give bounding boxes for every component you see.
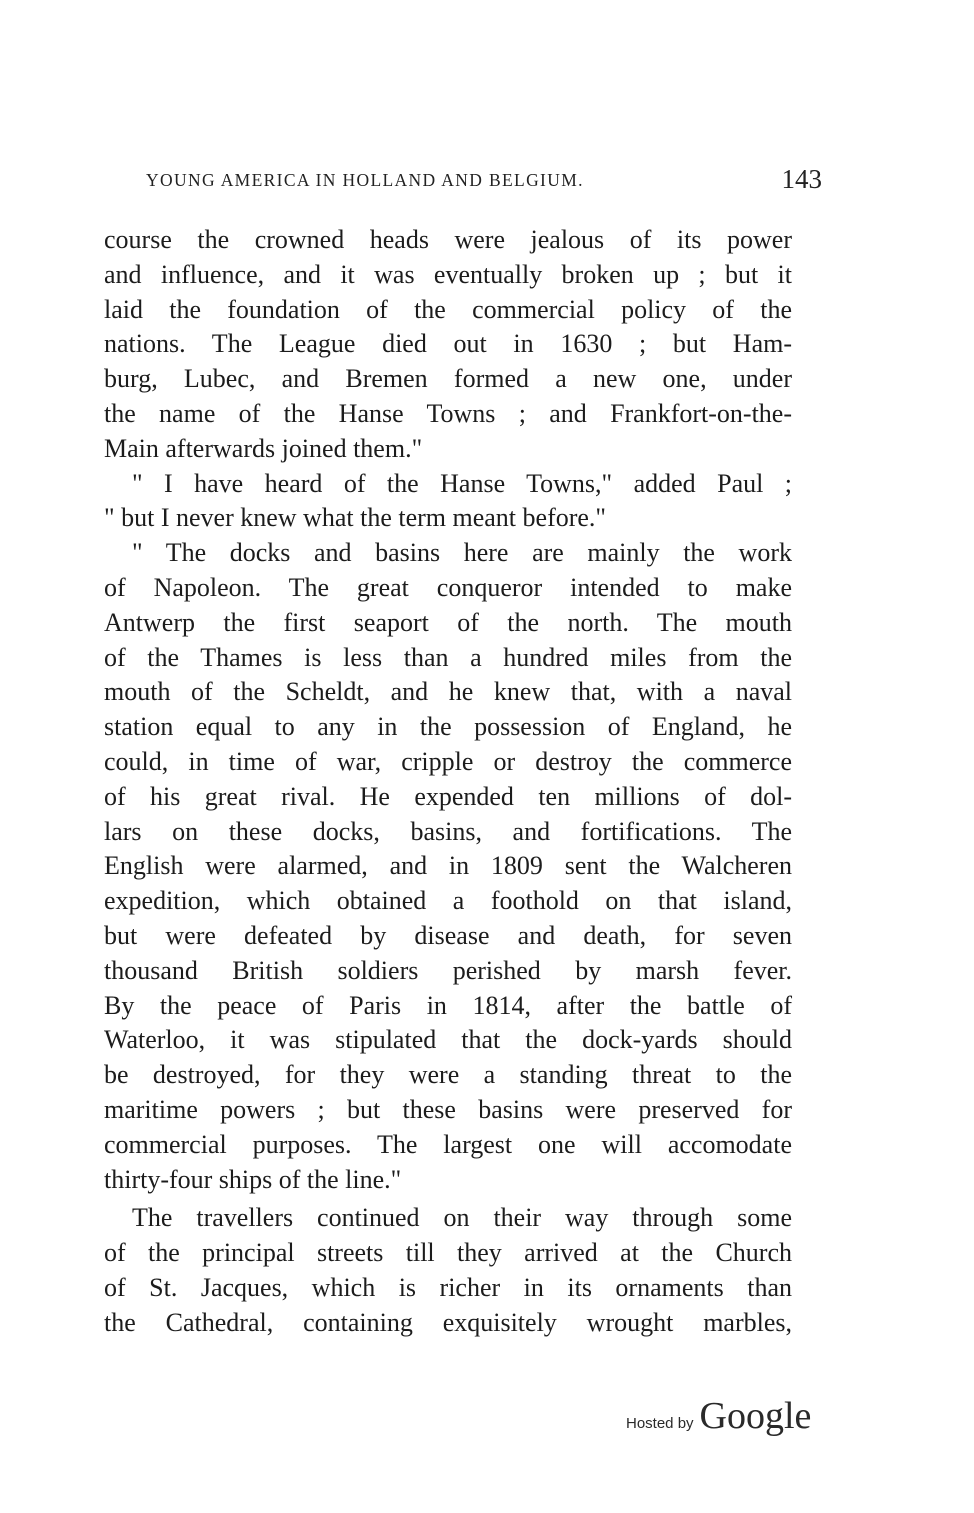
text-line: of the principal streets till they arrived at the Church <box>104 1238 792 1268</box>
text-line: of St. Jacques, which is richer in its ornaments than <box>104 1272 792 1302</box>
text-line: thirty-four ships of the line." <box>104 1164 402 1194</box>
text-line: commercial purposes. The largest one will accomodate <box>104 1129 792 1159</box>
body-text <box>104 223 792 1341</box>
running-head <box>146 164 822 196</box>
text-line: but were defeated by disease and death, for seven <box>104 920 792 950</box>
text-line: Waterloo, it was stipulated that the dock-yards should <box>104 1025 792 1055</box>
text-line: the name of the Hanse Towns ; and Frankfort-on-the- <box>104 398 792 428</box>
text-line: lars on these docks, basins, and fortifications. The <box>104 816 792 846</box>
text-line: mouth of the Scheldt, and he knew that, with a naval <box>104 677 792 707</box>
text-line: the Cathedral, containing exquisitely wrought marbles, <box>104 1307 792 1337</box>
text-line: of the Thames is less than a hundred miles from the <box>104 642 792 672</box>
text-line: maritime powers ; but these basins were preserved for <box>104 1094 792 1124</box>
text-line: burg, Lubec, and Bremen formed a new one, under <box>104 364 792 394</box>
text-line: Main afterwards joined them." <box>104 433 423 463</box>
text-line: " I have heard of the Hanse Towns," added Paul ; <box>132 468 792 498</box>
text-line: thousand British soldiers perished by marsh fever. <box>104 955 792 985</box>
text-line: of Napoleon. The great conqueror intended to make <box>104 572 792 602</box>
text-line: " but I never knew what the term meant before." <box>104 503 607 533</box>
text-line: could, in time of war, cripple or destroy the commerce <box>104 746 792 776</box>
text-line: The travellers continued on their way through some <box>132 1203 792 1233</box>
text-line: of his great rival. He expended ten millions of dol- <box>104 781 792 811</box>
text-line: English were alarmed, and in 1809 sent the Walcheren <box>104 851 792 881</box>
text-line: Antwerp the first seaport of the north. The mouth <box>104 607 792 637</box>
text-line: and influence, and it was eventually broken up ; but it <box>104 259 792 289</box>
text-line: expedition, which obtained a foothold on that island, <box>104 886 792 916</box>
text-line: course the crowned heads were jealous of its power <box>104 225 792 254</box>
google-logo: Google <box>699 1395 812 1437</box>
text-line: " The docks and basins here are mainly the work <box>132 538 792 568</box>
page-number: 143 <box>781 164 822 194</box>
text-line: laid the foundation of the commercial policy of the <box>104 294 792 324</box>
text-line: By the peace of Paris in 1814, after the battle of <box>104 990 792 1020</box>
text-line: be destroyed, for they were a standing threat to the <box>104 1060 792 1090</box>
running-title: YOUNG AMERICA IN HOLLAND AND BELGIUM. <box>146 170 584 190</box>
text-line: nations. The League died out in 1630 ; but Ham- <box>104 329 792 359</box>
text-line: station equal to any in the possession of England, he <box>104 712 792 742</box>
hosted-by-label: Hosted by <box>626 1415 694 1432</box>
hosted-by-attribution <box>626 1394 811 1438</box>
